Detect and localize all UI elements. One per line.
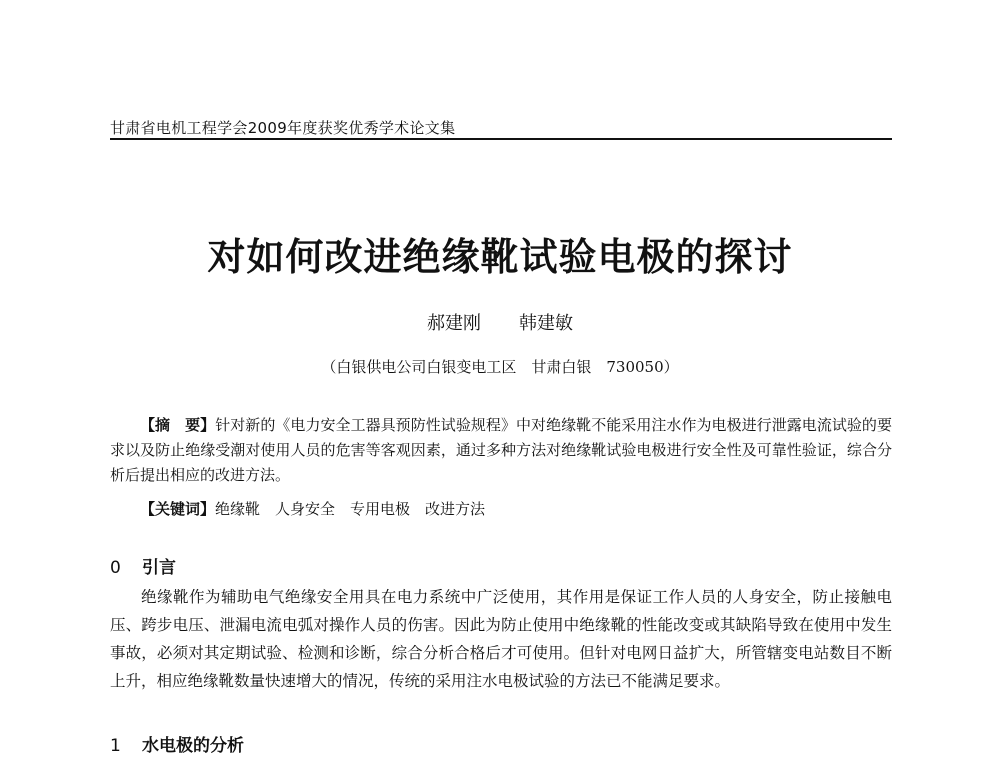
section-number: 0 bbox=[110, 558, 121, 578]
header-rule bbox=[110, 138, 892, 140]
author-list bbox=[0, 309, 1000, 335]
section-heading-water-electrode bbox=[110, 731, 244, 756]
author-name: 韩建敏 bbox=[519, 313, 573, 334]
abstract bbox=[110, 413, 892, 488]
section-number: 1 bbox=[110, 736, 121, 756]
section-body-introduction: 绝缘靴作为辅助电气绝缘安全用具在电力系统中广泛使用，其作用是保证工作人员的人身安全，防止接触电压、跨步电压、泄漏电流电弧对操作人员的伤害。因此为防止使用中绝缘靴的性能改变或其缺陷导致在使用中发生事故，必须对其定期试验、检测和诊断，综合分析合格后才可使用。但针对电网日益扩大，所管辖变电站数目不断上升，相应绝缘靴数量快速增大的情况，传统的采用注水电极试验的方法已不能满足要求。 bbox=[110, 588, 892, 690]
affiliation: （白银供电公司白银变电工区 甘肃白银 730050） bbox=[321, 358, 679, 376]
keywords-label: 【关键词】 bbox=[140, 500, 216, 518]
section-title: 引言 bbox=[142, 558, 176, 578]
section-title: 水电极的分析 bbox=[142, 736, 244, 756]
keywords bbox=[110, 497, 892, 522]
running-head: 甘肃省电机工程学会2009年度获奖优秀学术论文集 bbox=[110, 119, 456, 137]
abstract-text: 针对新的《电力安全工器具预防性试验规程》中对绝缘靴不能采用注水作为电极进行泄露电流试验的要求以及防止绝缘受潮对使用人员的危害等客观因素，通过多种方法对绝缘靴试验电极进行安全性及可靠性验证，综合分析后提出相应的改进方法。 bbox=[110, 416, 892, 484]
abstract-label: 【摘 要】 bbox=[140, 416, 216, 434]
section-heading-introduction bbox=[110, 553, 176, 578]
author-name: 郝建刚 bbox=[427, 313, 481, 334]
paper-title: 对如何改进绝缘靴试验电极的探讨 bbox=[207, 234, 793, 279]
keywords-text: 绝缘靴 人身安全 专用电极 改进方法 bbox=[215, 500, 486, 518]
